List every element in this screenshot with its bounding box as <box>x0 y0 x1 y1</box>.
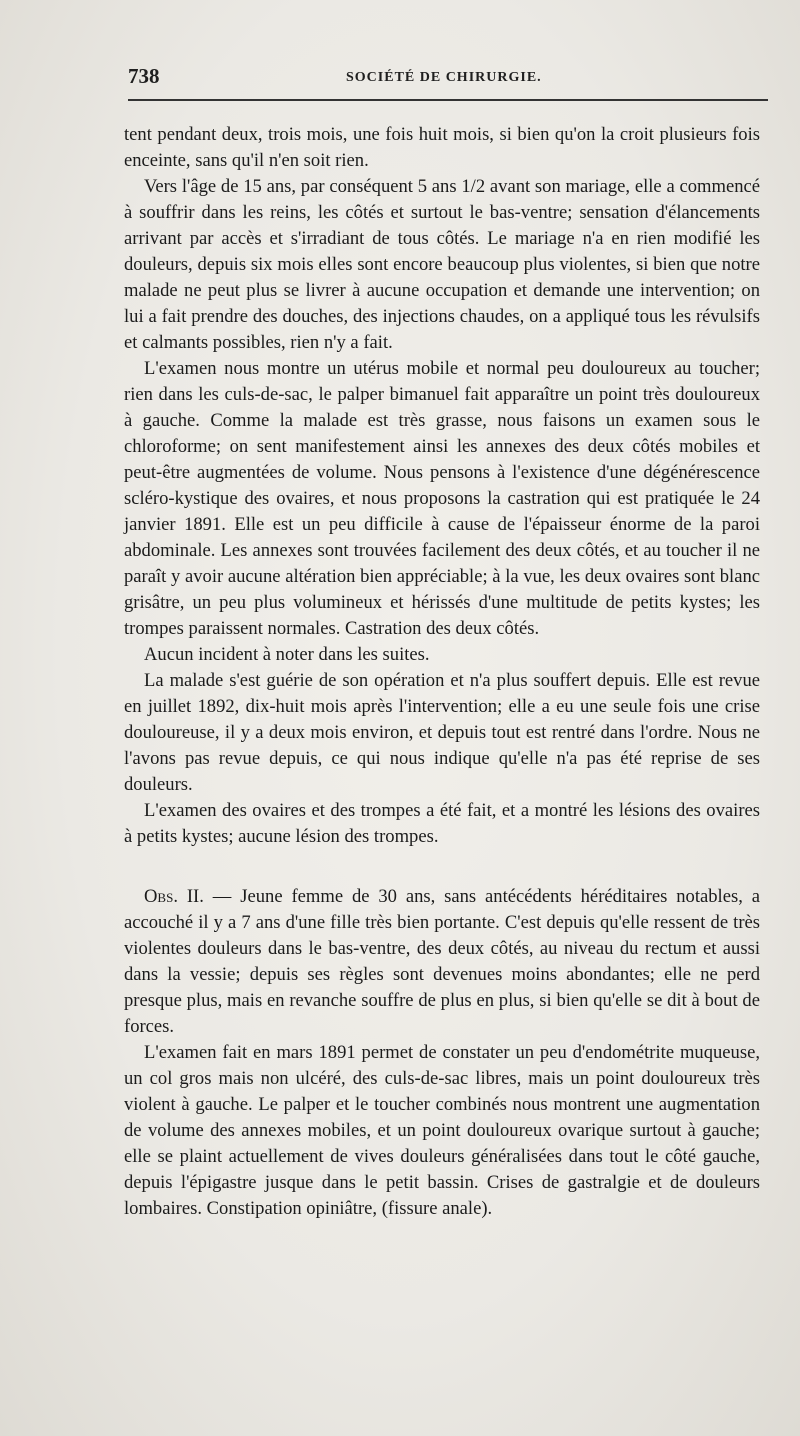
paragraph: L'examen nous montre un utérus mobile et normal peu douloureux au toucher; rien dans les culs-de-sac, le palper bimanuel fait apparaître un point très douloureux à gauche. Comme la malade est très grasse, nous faisons un examen sous le chloroforme; on sent manifestement ainsi les annexes des deux côtés mobiles et peut-être augmentées de volume. Nous pensons à l'existence d'une dégénérescence scléro-kystique des ovaires, et nous proposons la castration qui est pratiquée le 24 janvier 1891. Elle est un peu difficile à cause de l'épaisseur énorme de la paroi abdominale. Les annexes sont trouvées facilement des deux côtés, et au toucher il ne paraît y avoir aucune altération bien appréciable; à la vue, les deux ovaires sont blanc grisâtre, un peu plus volumineux et hérissés d'une multitude de petits kystes; les trompes paraissent normales. Castration des deux côtés. <box>124 358 760 639</box>
paragraph: Aucun incident à noter dans les suites. <box>144 644 430 665</box>
page-number: 738 <box>128 64 160 88</box>
body-text <box>124 122 760 1222</box>
paragraph-continuation: tent pendant deux, trois mois, une fois huit mois, si bien qu'on la croit plusieurs fois enceinte, sans qu'il n'en soit rien. <box>124 124 760 171</box>
running-head <box>128 64 768 98</box>
observation-paragraph <box>124 884 760 1040</box>
observation-paragraph-2: L'examen fait en mars 1891 permet de constater un peu d'endométrite muqueuse, un col gros mais non ulcéré, des culs-de-sac libres, mais un point douloureux très violent à gauche. Le palper et le toucher combinés nous montrent une augmentation de volume des annexes mobiles, et un point douloureux ovarique surtout à gauche; elle se plaint actuellement de vives douleurs généralisées dans tout le côté gauche, depuis l'épigastre jusque dans le petit bassin. Crises de gastralgie et de douleurs lombaires. Constipation opiniâtre, (fissure anale). <box>124 1042 760 1219</box>
paragraph: La malade s'est guérie de son opération et n'a plus souffert depuis. Elle est revue en juillet 1892, dix-huit mois après l'intervention; elle a eu une seule fois une crise douloureuse, il y a deux mois environ, et depuis tout est rentré dans l'ordre. Nous ne l'avons pas revue depuis, ce qui nous indique qu'elle n'a pas été reprise de ses douleurs. <box>124 670 760 795</box>
header-rule <box>128 99 768 101</box>
journal-title: SOCIÉTÉ DE CHIRURGIE. <box>346 70 542 85</box>
observation-text: — Jeune femme de 30 ans, sans antécédents héréditaires notables, a accouché il y a 7 ans d'une fille très bien portante. C'est depuis qu'elle ressent de très violentes douleurs dans le bas-ventre, des deux côtés, au niveau du rectum et aussi dans la vessie; depuis ses règles sont devenues moins abondantes; elle ne perd presque plus, mais en revanche souffre de plus en plus, si bien qu'elle se dit à bout de forces. <box>124 886 760 1037</box>
observation-label: Obs. II. <box>144 886 204 907</box>
paragraph: L'examen des ovaires et des trompes a été fait, et a montré les lésions des ovaires à petits kystes; aucune lésion des trompes. <box>124 800 760 847</box>
paragraph: Vers l'âge de 15 ans, par conséquent 5 ans 1/2 avant son mariage, elle a commencé à souffrir dans les reins, les côtés et surtout le bas-ventre; sensation d'élancements arrivant par accès et s'irradiant de tous côtés. Le mariage n'a en rien modifié les douleurs, depuis six mois elles sont encore beaucoup plus violentes, si bien que notre malade ne peut plus se livrer à aucune occupation et demande une intervention; on lui a fait prendre des douches, des injections chaudes, on a appliqué tous les révulsifs et calmants possibles, rien n'y a fait. <box>124 176 760 353</box>
